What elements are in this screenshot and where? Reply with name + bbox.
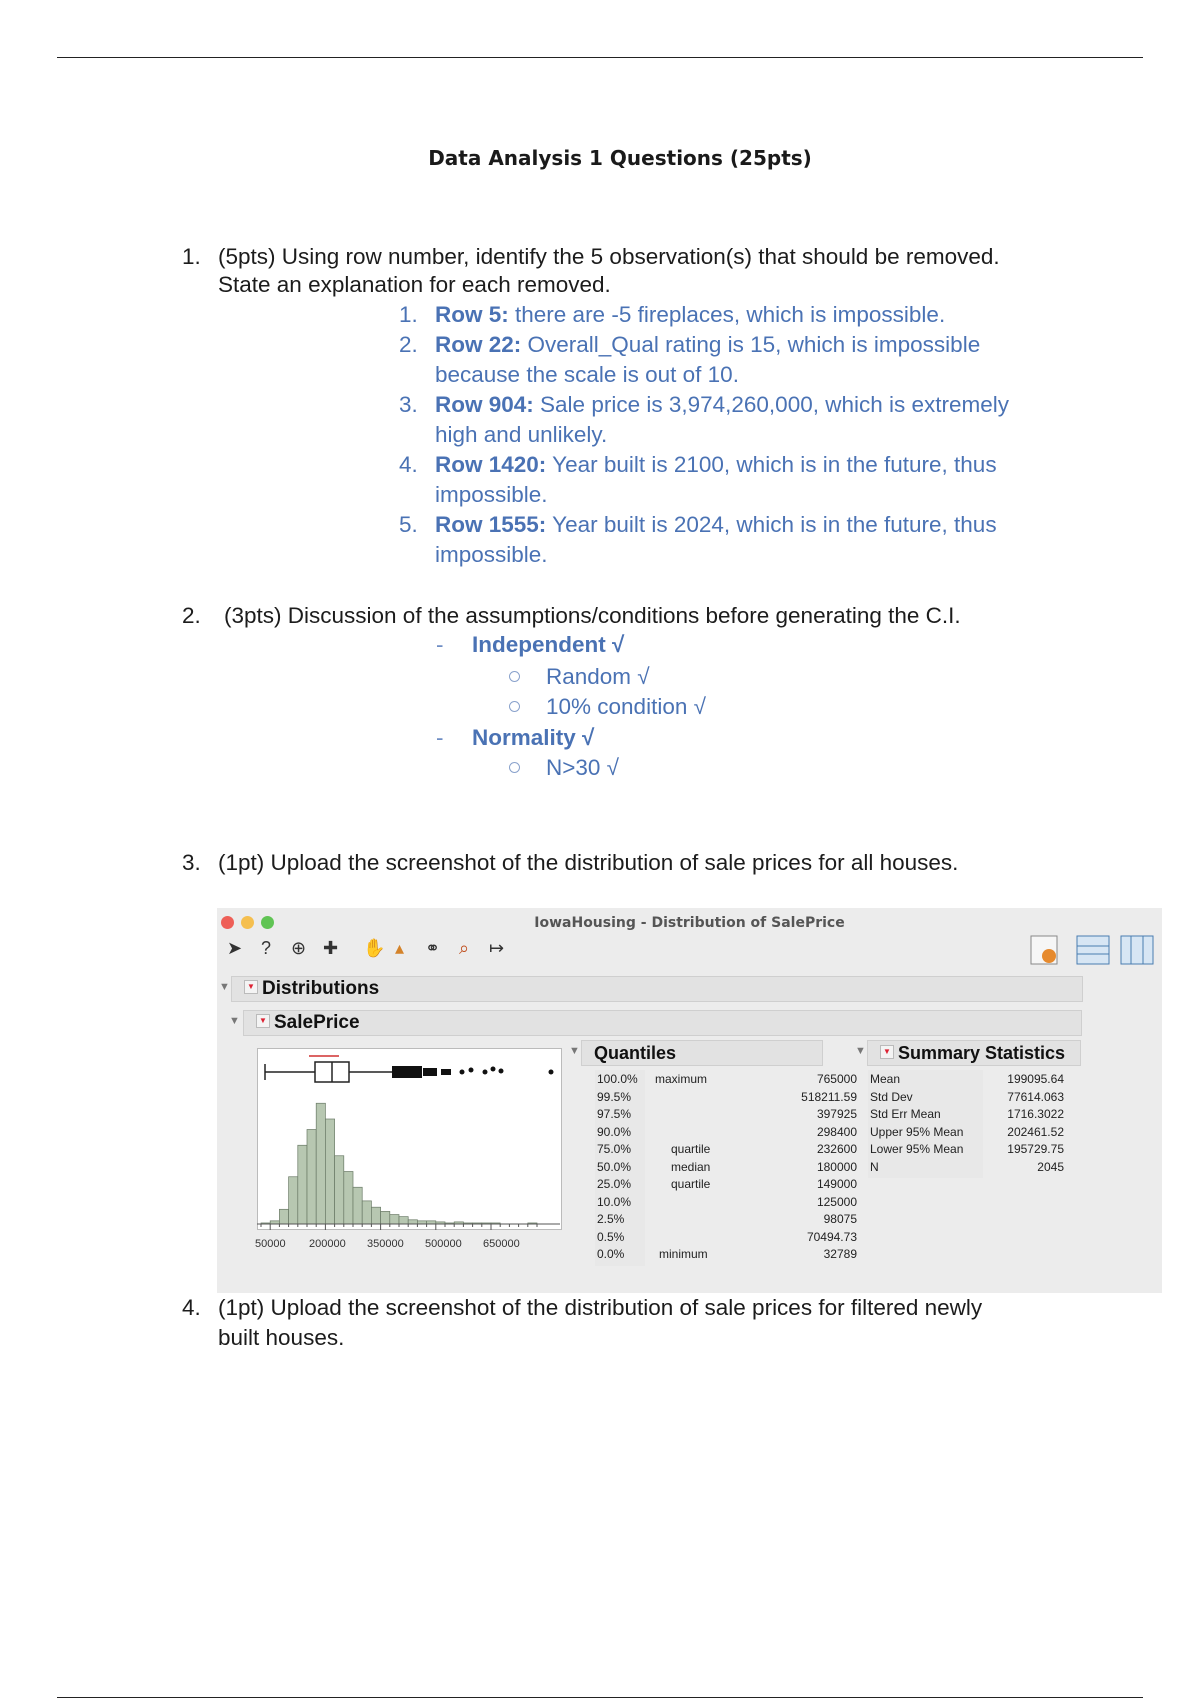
tick-label: 350000 [367, 1238, 404, 1250]
quantiles-header[interactable]: Quantiles [581, 1040, 823, 1066]
question-number: 3. [182, 850, 201, 875]
question-text: (1pt) Upload the screenshot of the distribution of sale prices for filtered newly [218, 1295, 983, 1320]
histogram-chart [257, 1086, 560, 1230]
hand-tool-icon[interactable]: ✋ [363, 938, 386, 958]
question-number: 4. [182, 1295, 201, 1320]
bullet-random: Random √ [509, 664, 650, 690]
bullet-normality: - Normality √ [436, 725, 595, 750]
histogram-bar [307, 1130, 316, 1225]
list-item: 1. Row 5: there are -5 fireplaces, which is impossible. [399, 302, 946, 327]
red-menu-triangle-icon[interactable]: ▼ [256, 1014, 270, 1028]
saleprice-header[interactable]: ▼ SalePrice [243, 1010, 1082, 1036]
window-title: IowaHousing - Distribution of SalePrice [534, 915, 845, 931]
quantile-pct-column: 100.0% 99.5% 97.5% 90.0% 75.0% 50.0% 25.0% 10.0% 2.5% 0.5% 0.0% [597, 1072, 638, 1261]
data-table-icon [1077, 936, 1109, 964]
histogram-bar [298, 1145, 307, 1224]
tick-label: 500000 [425, 1238, 462, 1250]
question-number: 1. [182, 244, 201, 269]
list-item: 4. Row 1420: Year built is 2100, which is in the future, thus [399, 452, 997, 477]
histogram-bar [353, 1187, 362, 1224]
bullet-n30: N>30 √ [509, 755, 619, 781]
tick-label: 650000 [483, 1238, 520, 1250]
disclosure-triangle-icon[interactable]: ▼ [219, 981, 230, 993]
histogram-bar [362, 1201, 371, 1224]
disclosure-triangle-icon[interactable]: ▼ [229, 1015, 240, 1027]
histogram-bar [371, 1207, 380, 1224]
list-item-cont: impossible. [435, 542, 548, 567]
tick-label: 50000 [255, 1238, 286, 1250]
question-text-cont: built houses. [218, 1325, 345, 1350]
top-rule [57, 57, 1143, 58]
tick-label: 200000 [309, 1238, 346, 1250]
histogram-bar [344, 1172, 353, 1225]
question-text-cont: State an explanation for each removed. [218, 272, 611, 297]
histogram-bar [279, 1209, 288, 1224]
list-item: 5. Row 1555: Year built is 2024, which is in the future, thus [399, 512, 997, 537]
bullet-independent: - Independent √ [436, 632, 625, 657]
list-item-cont: impossible. [435, 482, 548, 507]
summary-name-column: Mean Std Dev Std Err Mean Upper 95% Mean Lower 95% Mean N [870, 1072, 964, 1174]
distributions-header[interactable]: ▼ Distributions [231, 976, 1083, 1002]
script-badge-icon [1042, 949, 1056, 963]
question-number: 2. [182, 603, 201, 628]
page-title: Data Analysis 1 Questions (25pts) [428, 146, 812, 170]
list-item: 3. Row 904: Sale price is 3,974,260,000, which is extremely [399, 392, 1010, 417]
magnifier-tool-icon[interactable]: ⌕ [459, 938, 470, 958]
histogram-bar [335, 1156, 344, 1224]
lasso-tool-icon[interactable]: ⚭ [425, 938, 441, 958]
quantile-name-column: maximum quartile median quartile minimum [655, 1072, 711, 1261]
toolbar-right-icons[interactable] [1029, 932, 1159, 968]
help-tool-icon[interactable]: ? [261, 938, 272, 958]
bottom-rule [57, 1697, 1143, 1698]
crosshair-tool-icon[interactable]: ⊕ [291, 938, 307, 958]
disclosure-triangle-icon[interactable]: ▼ [855, 1045, 866, 1057]
circle-bullet-icon [509, 671, 520, 682]
box-plot [257, 1048, 560, 1088]
circle-bullet-icon [509, 701, 520, 712]
brush-tool-icon[interactable]: ▴ [395, 938, 405, 958]
columns-icon [1121, 936, 1153, 964]
list-item-cont: high and unlikely. [435, 422, 608, 447]
list-item: 2. Row 22: Overall_Qual rating is 15, which is impossible [399, 332, 981, 357]
question-text: (3pts) Discussion of the assumptions/conditions before generating the C.I. [224, 603, 961, 628]
histogram-bar [325, 1119, 334, 1224]
histogram-bar [289, 1177, 298, 1224]
question-text: (5pts) Using row number, identify the 5 observation(s) that should be removed. [218, 244, 1000, 269]
arrow-tool-icon[interactable]: ➤ [227, 938, 243, 958]
list-item-cont: because the scale is out of 10. [435, 362, 739, 387]
annotate-tool-icon[interactable]: ↦ [489, 938, 505, 958]
circle-bullet-icon [509, 762, 520, 773]
jmp-screenshot [217, 908, 1162, 1293]
histogram-bar [399, 1217, 408, 1224]
histogram-bar [390, 1215, 399, 1224]
bullet-ten-percent: 10% condition √ [509, 694, 706, 720]
quantile-value-column: 765000 518211.59 397925 298400 232600 180000 149000 125000 98075 70494.73 32789 [801, 1072, 857, 1261]
summary-statistics-header[interactable]: ▼ Summary Statistics [867, 1040, 1081, 1066]
histogram-bar [381, 1211, 390, 1224]
move-tool-icon[interactable]: ✚ [323, 938, 339, 958]
summary-value-column: 199095.64 77614.063 1716.3022 202461.52 195729.75 2045 [1007, 1072, 1064, 1174]
disclosure-triangle-icon[interactable]: ▼ [569, 1045, 580, 1057]
question-text: (1pt) Upload the screenshot of the distribution of sale prices for all houses. [218, 850, 959, 875]
red-menu-triangle-icon[interactable]: ▼ [880, 1045, 894, 1059]
histogram-bar [408, 1220, 417, 1224]
histogram-bar [316, 1103, 325, 1224]
red-menu-triangle-icon[interactable]: ▼ [244, 980, 258, 994]
